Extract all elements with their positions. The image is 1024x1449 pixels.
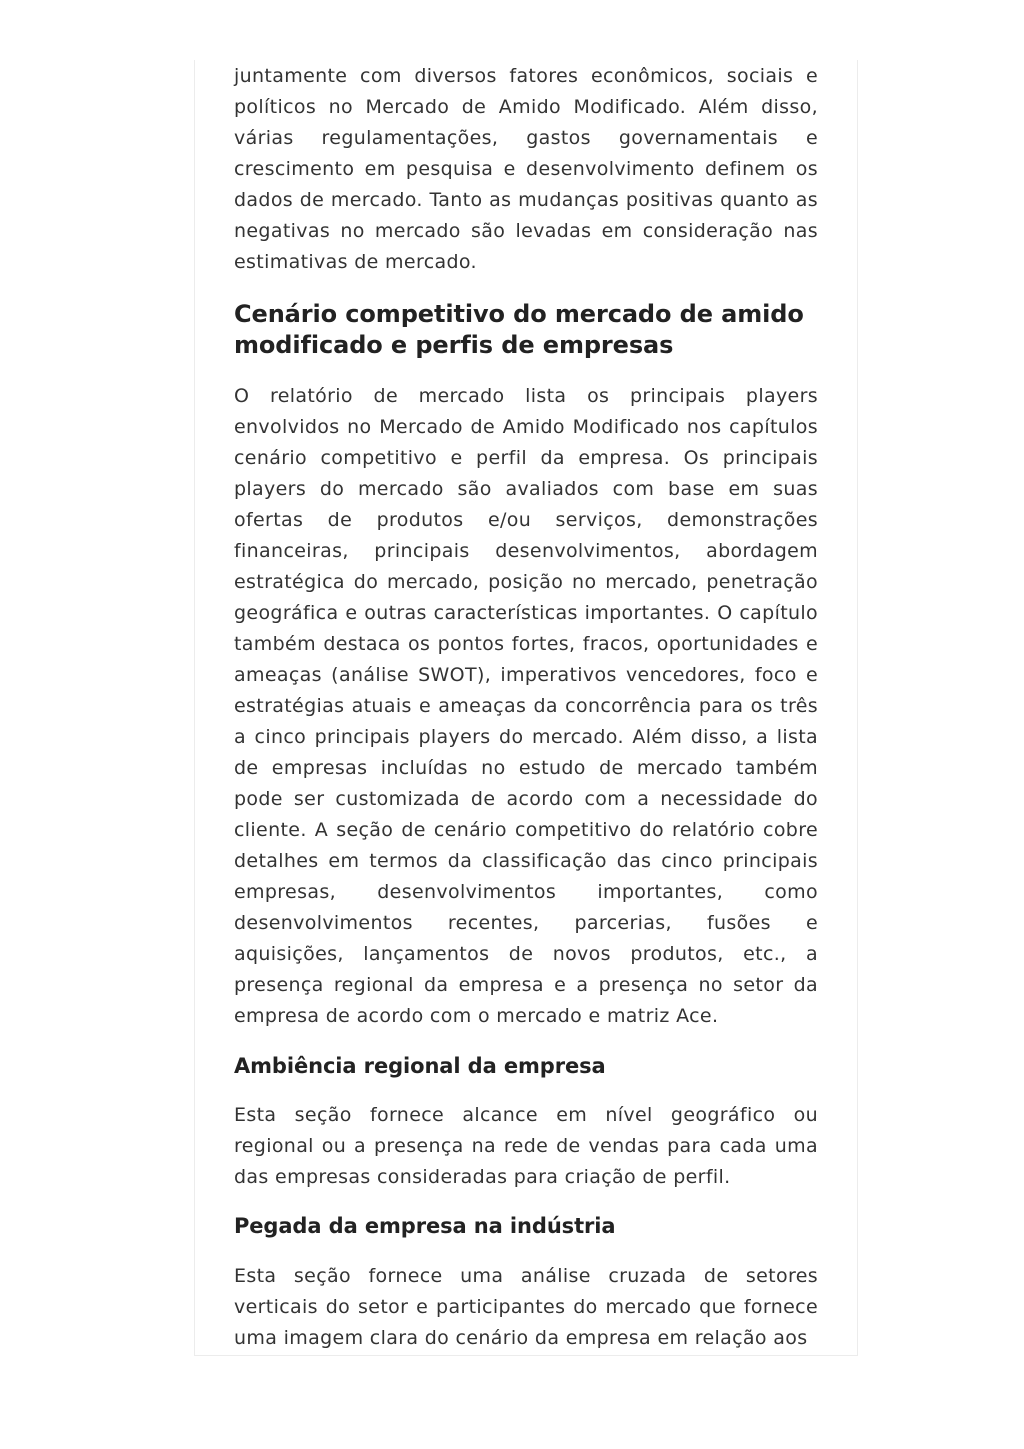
intro-paragraph: juntamente com diversos fatores econômicos, sociais e políticos no Mercado de Amido Modificado. Além disso, várias regulamentações, gastos governamentais e crescimento em pesquisa e desenvolvimento definem os dados de mercado. Tanto as mudanças positivas quanto as negativas no mercado são levadas em consideração nas estimativas de mercado. xyxy=(234,65,818,273)
subsection-paragraph-regional: Esta seção fornece alcance em nível geográfico ou regional ou a presença na rede de vendas para cada uma das empresas consideradas para criação de perfil. xyxy=(234,1104,818,1188)
subsection-heading-regional: Ambiência regional da empresa xyxy=(234,1054,606,1078)
section-paragraph: O relatório de mercado lista os principais players envolvidos no Mercado de Amido Modificado nos capítulos cenário competitivo e perfil da empresa. Os principais players do mercado são avaliados com base em suas ofertas de produtos e/ou serviços, demonstrações financeiras, principais desenvolvimentos, abordagem estratégica do mercado, posição no mercado, penetração geográfica e outras características importantes. O capítulo também destaca os pontos fortes, fracos, oportunidades e ameaças (análise SWOT), imperativos vencedores, foco e estratégias atuais e ameaças da concorrência para os três a cinco principais players do mercado. Além disso, a lista de empresas incluídas no estudo de mercado também pode ser customizada de acordo com a necessidade do cliente. A seção de cenário competitivo do relatório cobre detalhes em termos da classificação das cinco principais empresas, desenvolvimentos importantes, como desenvolvimentos recentes, parcerias, fusões e aquisições, lançamentos de novos produtos, etc., a presença regional da empresa e a presença no setor da empresa de acordo com o mercado e matriz Ace. xyxy=(234,385,818,1027)
document-content xyxy=(234,61,818,1354)
section-heading: Cenário competitivo do mercado de amido modificado e perfis de empresas xyxy=(234,300,804,359)
subsection-heading-industry: Pegada da empresa na indústria xyxy=(234,1214,616,1238)
subsection-paragraph-industry: Esta seção fornece uma análise cruzada de setores verticais do setor e participantes do mercado que fornece uma imagem clara do cenário da empresa em relação aos xyxy=(234,1265,818,1349)
